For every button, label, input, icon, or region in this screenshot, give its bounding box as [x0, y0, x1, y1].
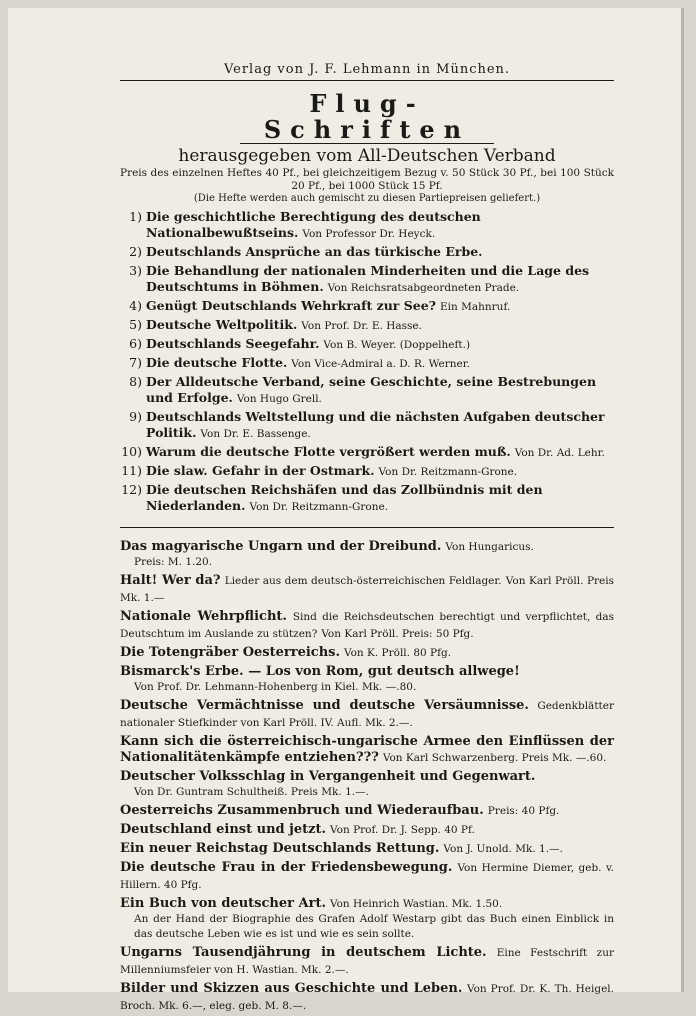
series-number: 3)	[129, 263, 142, 278]
series-number: 5)	[129, 317, 142, 332]
series-title: Die slaw. Gefahr in der Ostmark.	[146, 463, 375, 478]
series-item	[120, 263, 614, 296]
work-entry	[120, 768, 614, 800]
work-entry	[120, 572, 614, 606]
work-author: Von Prof. Dr. J. Sepp. 40 Pf.	[330, 824, 475, 836]
work-entry	[120, 802, 614, 819]
work-detail: An der Hand der Biographie des Grafen Adolf Westarp gibt das Buch einen Einblick in das deutsche Leben wie es ist und wie es sein sollte.	[134, 913, 614, 940]
series-number: 11)	[121, 463, 142, 478]
page	[8, 8, 684, 1012]
series-author: Von Dr. Reitzmann-Grone.	[378, 466, 518, 478]
page-title: Flug-Schriften	[240, 91, 494, 144]
content	[120, 62, 614, 1016]
section-divider	[120, 527, 614, 528]
work-entry	[120, 538, 614, 570]
work-author: Von Karl Pröll. Preis: 50 Pfg.	[321, 628, 474, 640]
series-author: Von Prof. Dr. E. Hasse.	[301, 320, 422, 332]
series-number: 6)	[129, 336, 142, 351]
series-item	[120, 355, 614, 372]
price-line: Preis des einzelnen Heftes 40 Pf., bei gleichzeitigem Bezug v. 50 Stück 30 Pf., bei 100 Stück 20 Pf., bei 1000 Stück 15 Pf.	[120, 167, 614, 192]
series-author: Ein Mahnruf.	[440, 301, 511, 313]
series-item	[120, 444, 614, 461]
work-entry	[120, 821, 614, 838]
series-title: Die deutschen Reichshäfen und das Zollbündnis mit den Niederlanden.	[146, 482, 543, 513]
work-author: Von Hungaricus.	[445, 541, 534, 553]
work-entry	[120, 608, 614, 642]
work-author: Von Prof. Dr. K. Th. Heigel. Broch. Mk. 6.—, eleg. geb. M. 8.—.	[120, 983, 614, 1012]
work-subtitle: Gedenkblätter nationaler Stiefkinder von Karl Pröll. IV. Aufl. Mk. 2.—.	[120, 700, 614, 729]
work-detail: Preis: M. 1.20.	[134, 556, 213, 568]
series-title: Deutschlands Seegefahr.	[146, 336, 320, 351]
series-item	[120, 244, 614, 261]
series-item	[120, 409, 614, 442]
series-author: Von Dr. E. Bassenge.	[200, 428, 311, 440]
work-title: Halt! Wer da?	[120, 573, 221, 588]
series-number: 9)	[129, 409, 142, 424]
work-detail: Von Prof. Dr. Lehmann-Hohenberg in Kiel. Mk. —.80.	[134, 681, 417, 693]
series-number: 8)	[129, 374, 142, 389]
series-item	[120, 209, 614, 242]
series-number: 4)	[129, 298, 142, 313]
work-entry	[120, 644, 614, 661]
work-title: Ein Buch von deutscher Art.	[120, 896, 326, 911]
publisher-line: Verlag von J. F. Lehmann in München.	[120, 62, 614, 81]
work-detail: Von Dr. Guntram Schultheiß. Preis Mk. 1.—.	[134, 786, 369, 798]
work-entry	[120, 859, 614, 893]
work-author: Von Hermine Diemer, geb. v. Hillern. 40 Pfg.	[120, 862, 614, 891]
work-title: Oesterreichs Zusammenbruch und Wiederaufbau.	[120, 803, 484, 818]
work-entry	[120, 697, 614, 731]
series-number: 2)	[129, 244, 142, 259]
series-item	[120, 336, 614, 353]
work-author: Von K. Pröll. 80 Pfg.	[343, 647, 452, 659]
work-title: Deutsche Vermächtnisse und deutsche Versäumnisse.	[120, 698, 529, 713]
work-author: Von Heinrich Wastian. Mk. 1.50.	[329, 898, 503, 910]
series-item	[120, 374, 614, 407]
price-note: (Die Hefte werden auch gemischt zu diesen Partiepreisen geliefert.)	[193, 193, 541, 204]
work-subtitle: Lieder aus dem deutsch-österreichischen Feldlager.	[224, 575, 502, 587]
series-author: Von Hugo Grell.	[236, 393, 322, 405]
page-subtitle: herausgegeben vom All-Deutschen Verband	[178, 146, 556, 166]
work-title: Bismarck's Erbe. — Los von Rom, gut deutsch allwege!	[120, 664, 520, 679]
work-subtitle: Eine Festschrift zur Millenniumsfeier von H. Wastian. Mk. 2.—.	[120, 947, 614, 976]
series-item	[120, 317, 614, 334]
work-title: Die deutsche Frau in der Friedensbewegung.	[120, 860, 453, 875]
series-title: Der Alldeutsche Verband, seine Geschichte, seine Bestrebungen und Erfolge.	[146, 374, 597, 405]
series-title: Deutschlands Weltstellung und die nächsten Aufgaben deutscher Politik.	[146, 409, 605, 440]
work-entry	[120, 663, 614, 695]
series-author: Von Professor Dr. Heyck.	[302, 228, 436, 240]
work-entry	[120, 944, 614, 978]
series-item	[120, 463, 614, 480]
work-entry	[120, 840, 614, 857]
series-author: Von Dr. Ad. Lehr.	[514, 447, 605, 459]
work-title: Kann sich die österreichisch-ungarische Armee den Einflüssen der Nationalitätenkämpfe entziehen???	[120, 734, 614, 765]
work-entry	[120, 895, 614, 942]
series-title: Deutsche Weltpolitik.	[146, 317, 298, 332]
series-title: Genügt Deutschlands Wehrkraft zur See?	[146, 298, 437, 313]
series-title: Warum die deutsche Flotte vergrößert werden muß.	[146, 444, 511, 459]
work-author: Von Karl Pröll. Preis Mk. 1.—	[120, 575, 614, 604]
series-title: Die geschichtliche Berechtigung des deutschen Nationalbewußtseins.	[146, 209, 481, 240]
work-author: Von Karl Schwarzenberg. Preis Mk. —.60.	[382, 752, 607, 764]
work-title: Nationale Wehrpflicht.	[120, 609, 287, 624]
work-author: Preis: 40 Pfg.	[487, 805, 560, 817]
series-list	[120, 209, 614, 515]
work-title: Ein neuer Reichstag Deutschlands Rettung.	[120, 841, 440, 856]
work-subtitle: Sind die Reichsdeutschen berechtigt und verpflichtet, das Deutschtum im Auslande zu stützen?	[120, 611, 614, 640]
work-author: Von J. Unold. Mk. 1.—.	[443, 843, 563, 855]
work-entry	[120, 980, 614, 1014]
work-entry	[120, 733, 614, 766]
series-author: Von Dr. Reitzmann-Grone.	[249, 501, 389, 513]
work-title: Ungarns Tausendjährung in deutschem Lichte.	[120, 945, 487, 960]
series-title: Die Behandlung der nationalen Minderheiten und die Lage des Deutschtums in Böhmen.	[146, 263, 590, 294]
series-author: Von Vice-Admiral a. D. R. Werner.	[291, 358, 470, 370]
series-title: Deutschlands Ansprüche an das türkische Erbe.	[146, 244, 483, 259]
works-list	[120, 538, 614, 1014]
series-item	[120, 482, 614, 515]
work-title: Bilder und Skizzen aus Geschichte und Leben.	[120, 981, 463, 996]
work-title: Deutscher Volksschlag in Vergangenheit und Gegenwart.	[120, 769, 536, 784]
series-author: Von Reichsratsabgeordneten Prade.	[327, 282, 520, 294]
series-number: 7)	[129, 355, 142, 370]
series-number: 12)	[121, 482, 142, 497]
work-title: Die Totengräber Oesterreichs.	[120, 645, 340, 660]
work-title: Das magyarische Ungarn und der Dreibund.	[120, 539, 442, 554]
work-title: Deutschland einst und jetzt.	[120, 822, 327, 837]
series-number: 10)	[121, 444, 142, 459]
series-title: Die deutsche Flotte.	[146, 355, 288, 370]
series-item	[120, 298, 614, 315]
series-number: 1)	[129, 209, 142, 224]
series-author: Von B. Weyer. (Doppelheft.)	[323, 339, 471, 351]
